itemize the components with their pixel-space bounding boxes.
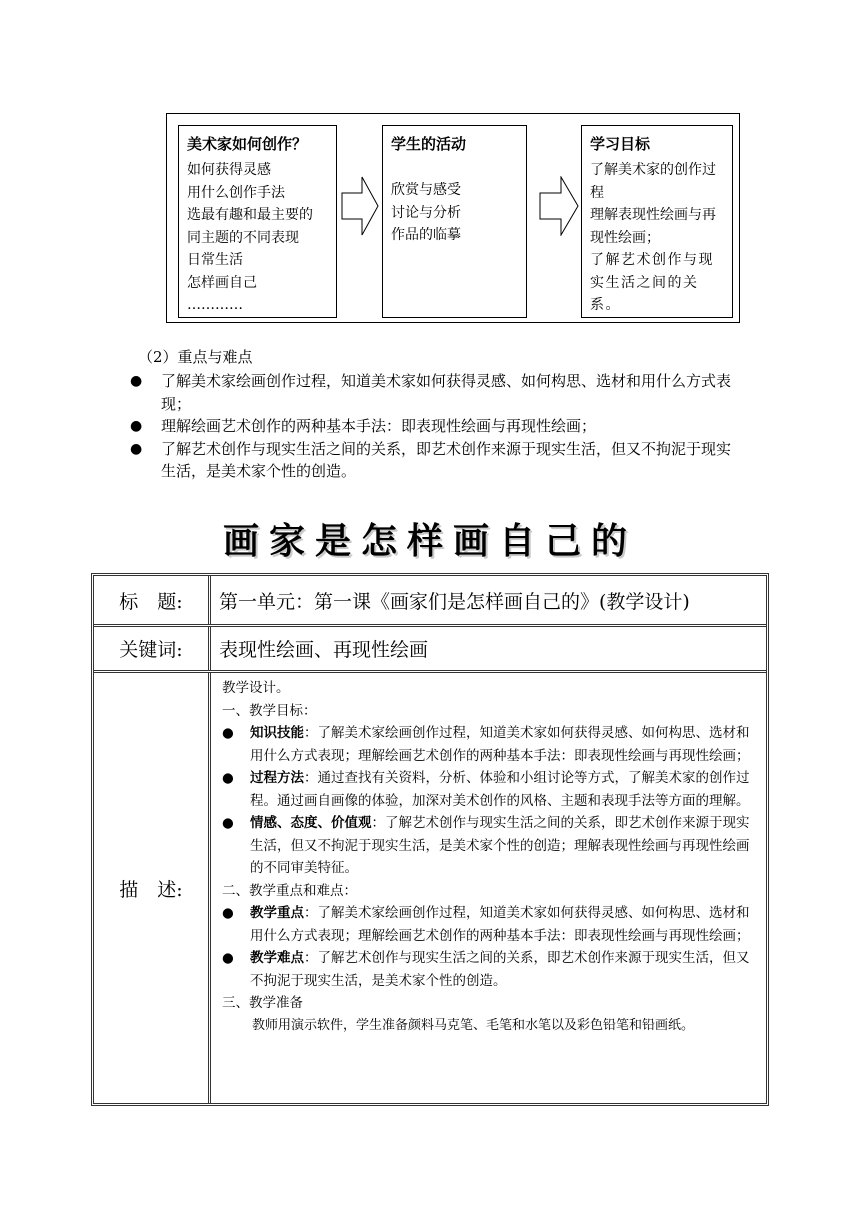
flow-box-line: 用什么创作手法 <box>187 184 285 201</box>
bullet-icon: ● <box>222 950 234 966</box>
list-item <box>130 438 740 483</box>
keyword-label: 关键词: <box>94 627 211 670</box>
item-text: ：了解艺术创作与现实生活之间的关系，即艺术创作来源于现实生活，但又不拘泥于现实生活，是美术家个性的创造；理解表现性绘画与再现性绘画的不同审美特征。 <box>250 815 750 876</box>
item-text: ：通过查找有关资料，分析、体验和小组讨论等方式，了解美术家的创作过程。通过画自画像的体验，加深对美术创作的风格、主题和表现手法等方面的理解。 <box>250 770 750 809</box>
table-row-title <box>94 576 766 627</box>
item-text: ：了解美术家绘画创作过程，知道美术家如何获得灵感、如何构思、选材和用什么方式表现；理解绘画艺术创作的两种基本手法：即表现性绘画与再现性绘画； <box>250 725 750 764</box>
flow-box-creation <box>178 125 337 318</box>
bullet-icon: ● <box>222 725 234 741</box>
item-head: 过程方法 <box>250 770 304 786</box>
flow-box-title: 学生的活动 <box>391 135 467 153</box>
desc-section-heading: 一、教学目标： <box>222 702 317 719</box>
list-item <box>222 722 762 767</box>
page-title: 画家是怎样画自己的 <box>222 520 637 562</box>
flow-box-line: 日常生活 <box>187 252 243 268</box>
item-head: 教学重点 <box>250 905 304 921</box>
flow-box-line: 选最有趣和最主要的 <box>187 207 313 223</box>
list-item <box>222 812 762 880</box>
table-row-description <box>94 673 766 1103</box>
flow-box-line: 作品的临摹 <box>391 227 461 243</box>
flow-box-line: 欣赏与感受 <box>391 182 461 198</box>
flow-box-title: 美术家如何创作？ <box>187 135 308 153</box>
arrow-right-icon <box>539 176 579 236</box>
flow-box-goals <box>581 125 733 318</box>
keyword-value: 表现性绘画、再现性绘画 <box>219 639 429 661</box>
flow-box-line: 理解表现性绘画与再现性绘画； <box>590 207 716 246</box>
title-value: 第一单元：第一课《画家们是怎样画自己的》(教学设计) <box>219 590 690 613</box>
lesson-table <box>91 573 769 1106</box>
flow-box-line: 怎样画自己 <box>187 274 257 291</box>
title-label: 标 题: <box>94 576 211 624</box>
flow-box-title: 学习目标 <box>590 135 651 153</box>
list-item-text: 了解美术家绘画创作过程，知道美术家如何获得灵感、如何构思、选材和用什么方式表现； <box>161 372 732 413</box>
list-item <box>222 902 762 947</box>
flow-box-line: 如何获得灵感 <box>187 162 271 178</box>
bullet-icon: ● <box>130 440 143 457</box>
bullet-icon: ● <box>222 770 234 786</box>
bullet-icon: ● <box>130 373 143 389</box>
item-text: ：了解艺术创作与现实生活之间的关系，即艺术创作来源于现实生活，但又不拘泥于现实生活，是美术家个性的创造。 <box>250 950 750 989</box>
key-points-heading: （2）重点与难点 <box>138 348 253 366</box>
arrow-right-icon <box>341 176 379 236</box>
flow-diagram <box>166 113 740 323</box>
desc-section-heading: 三、教学准备 <box>222 995 303 1011</box>
list-item <box>130 415 740 438</box>
bullet-icon: ● <box>222 905 234 921</box>
list-item-text: 了解艺术创作与现实生活之间的关系，即艺术创作来源于现实生活，但又不拘泥于现实生活，是美术家个性的创造。 <box>161 439 732 480</box>
item-head: 情感、态度、价值观 <box>250 815 372 831</box>
flow-box-line: 讨论与分析 <box>391 204 461 221</box>
item-head: 知识技能 <box>250 725 304 741</box>
item-text: ：了解美术家绘画创作过程，知道美术家如何获得灵感、如何构思、选材和用什么方式表现；理解绘画艺术创作的两种基本手法：即表现性绘画与再现性绘画； <box>250 905 750 944</box>
desc-paragraph: 教师用演示软件，学生准备颜料马克笔、毛笔和水笔以及彩色铅笔和铅画纸。 <box>252 1017 695 1033</box>
flow-box-line: 了解美术家的创作过程 <box>590 162 716 201</box>
flow-box-activities <box>382 125 527 318</box>
list-item <box>222 767 762 812</box>
key-points-list <box>130 370 740 483</box>
desc-section-heading: 二、教学重点和难点： <box>222 882 357 899</box>
list-item <box>222 947 762 992</box>
flow-box-line: ………… <box>187 297 243 313</box>
bullet-icon: ● <box>222 815 234 831</box>
flow-box-line: 同主题的不同表现 <box>187 229 299 246</box>
list-item-text: 理解绘画艺术创作的两种基本手法：即表现性绘画与再现性绘画； <box>161 417 597 435</box>
bullet-icon: ● <box>130 418 143 434</box>
item-head: 教学难点 <box>250 950 304 966</box>
description-label: 描 述: <box>94 673 211 1103</box>
flow-box-line: 了解艺术创作与现实生活之间的关系。 <box>590 252 714 313</box>
desc-intro: 教学设计。 <box>222 680 290 696</box>
description-content <box>211 673 766 1103</box>
list-item <box>130 370 740 415</box>
table-row-keywords <box>94 627 766 673</box>
